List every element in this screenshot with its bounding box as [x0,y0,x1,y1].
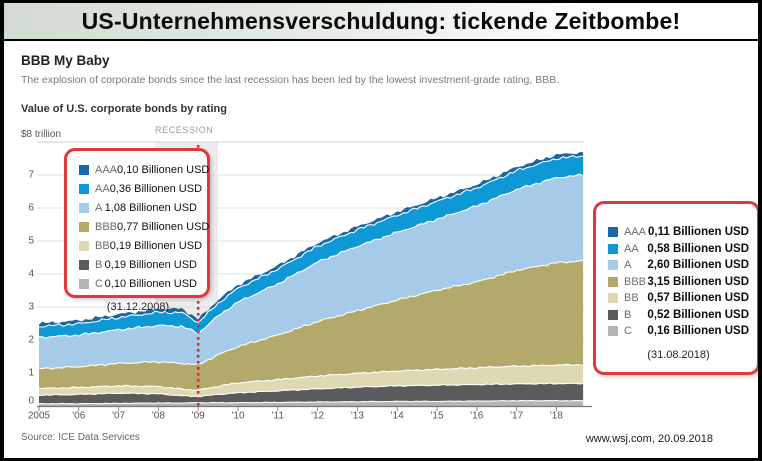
article-headline: BBB My Baby [21,53,110,68]
x-tick-label: '10 [231,410,245,422]
aaa-swatch-icon [608,227,618,237]
legend-row-aa [608,241,749,258]
legend-row-aaa [608,224,749,241]
legend-value: 0,77 Billionen USD [117,220,210,233]
y-tick-label: 1 [28,367,34,379]
bbb-swatch-icon [608,277,618,287]
legend-row-a [608,257,749,274]
legend-rating: BBB [95,220,118,233]
legend-row-b [79,255,197,274]
x-tick-label: '12 [311,410,325,422]
legend-row-b [608,307,749,324]
x-tick-label: '14 [390,410,404,422]
article-subhead: The explosion of corporate bonds since the last recession has been led by the lowest investment-grade rating, BBB. [21,74,560,86]
legend-rating: AA [624,242,639,255]
legend-value: 0,19 Billionen USD [109,239,203,252]
x-tick-label: '11 [271,410,284,422]
legend-value: 0,52 Billionen USD [647,308,749,321]
x-tick-label: '06 [72,410,86,422]
legend-rating: C [95,277,103,290]
legend-rating: AA [95,182,110,195]
legend-value: 2,60 Billionen USD [647,259,749,272]
x-tick-label: '16 [470,410,484,422]
legend-row-bb [79,236,203,255]
b-swatch-icon [79,260,89,270]
b-swatch-icon [608,310,618,320]
legend-value: 0,16 Billionen USD [647,325,749,338]
x-tick-label: '17 [510,410,524,422]
legend-value: 0,10 Billionen USD [104,277,197,290]
x-tick-label: '13 [350,410,364,422]
recession-label: RECESSION [155,125,214,135]
chart-title: Value of U.S. corporate bonds by rating [21,103,227,115]
y-tick-label: 7 [28,169,34,181]
a-swatch-icon [79,203,89,213]
a-swatch-icon [608,260,618,270]
legend-2008-rows [79,160,210,293]
bb-swatch-icon [79,241,89,251]
legend-value: 1,08 Billionen USD [104,201,197,214]
bb-swatch-icon [608,293,618,303]
legend-row-a [79,198,197,217]
legend-row-aa [79,179,203,198]
c-swatch-icon [79,279,89,289]
legend-row-c [79,274,197,293]
x-tick-label: '07 [112,410,126,422]
y-tick-label: 0 [28,395,34,407]
aa-swatch-icon [79,184,89,194]
c-swatch-icon [608,326,618,336]
callout-legend-2018 [593,201,760,375]
legend-rating: A [624,259,632,272]
x-tick-label: '09 [191,410,205,422]
banner-title: US-Unternehmensverschuldung: tickende Zeitbombe! [81,7,681,34]
legend-value: 0,10 Billionen USD [117,163,210,176]
x-tick-label: '08 [151,410,165,422]
legend-2008-date: (31.12.2008) [106,301,170,313]
legend-row-aaa [79,160,210,179]
y-tick-label: 5 [28,235,34,247]
callout-legend-2008 [64,148,210,313]
legend-rating: B [95,258,103,271]
legend-rating: AAA [624,226,647,239]
legend-rating: BBB [624,275,647,288]
legend-row-bb [608,290,749,307]
y-axis-unit-label: $8 trillion [21,129,62,140]
y-tick-label: 3 [28,301,34,313]
x-tick-label: '15 [430,410,444,422]
legend-value: 0,36 Billionen USD [109,182,203,195]
x-tick-label: '18 [549,410,563,422]
legend-rating: AAA [95,163,118,176]
x-tick-label: 2005 [27,410,51,422]
aa-swatch-icon [608,244,618,254]
legend-row-bbb [79,217,210,236]
legend-rating: A [95,201,103,214]
legend-2018-rows [608,224,749,340]
y-tick-label: 4 [28,268,34,280]
y-tick-label: 6 [28,202,34,214]
credit-note: www.wsj.com, 20.09.2018 [585,433,713,445]
bbb-swatch-icon [79,222,89,232]
legend-value: 0,11 Billionen USD [648,226,749,239]
y-tick-label: 2 [28,334,34,346]
aaa-swatch-icon [79,165,89,175]
legend-row-c [608,323,749,340]
legend-rating: BB [95,239,110,252]
legend-rating: C [624,325,632,338]
legend-rating: BB [624,292,639,305]
legend-value: 0,58 Billionen USD [647,242,749,255]
legend-value: 3,15 Billionen USD [647,275,749,288]
legend-2018-date: (31.08.2018) [647,348,710,361]
source-note: Source: ICE Data Services [21,432,140,443]
legend-rating: B [624,308,632,321]
legend-value: 0,57 Billionen USD [647,292,749,305]
legend-row-bbb [608,274,749,291]
legend-value: 0,19 Billionen USD [104,258,197,271]
